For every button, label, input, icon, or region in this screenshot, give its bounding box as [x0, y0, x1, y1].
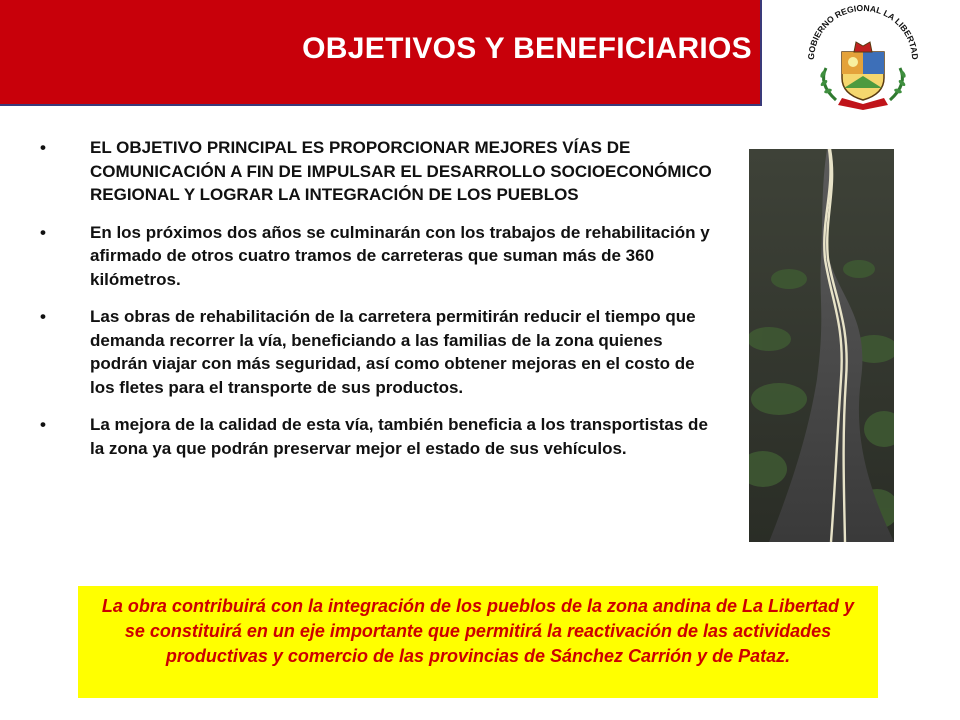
- bullet-marker: •: [40, 138, 46, 157]
- bullet-text: Las obras de rehabilitación de la carretera permitirán reducir el tiempo que demanda recorrer la vía, beneficiando a las familias de la zona quienes podrán viajar con más seguridad, así como obtener mejoras en el costo de los fletes para el transporte de sus productos.: [90, 307, 696, 397]
- callout-text: La obra contribuirá con la integración de los pueblos de la zona andina de La Libertad y se constituirá en un eje importante que permitirá la reactivación de las actividades productivas y comercio de las provincias de Sánchez Carrión y de Pataz.: [101, 596, 855, 666]
- slide-title: OBJETIVOS Y BENEFICIARIOS: [302, 32, 752, 65]
- list-item: [40, 221, 716, 292]
- list-item: [40, 136, 716, 207]
- bullet-text: La mejora de la calidad de esta vía, también beneficia a los transportistas de la zona ya que podrán preservar mejor el estado de sus vehículos.: [90, 415, 708, 458]
- coat-of-arms-emblem: [796, 2, 930, 112]
- list-item: [40, 305, 716, 399]
- bullet-marker: •: [40, 307, 46, 326]
- emblem-arc-text: GOBIERNO REGIONAL LA LIBERTAD: [805, 2, 921, 61]
- winding-road-photo: [749, 149, 894, 542]
- list-item: [40, 413, 716, 460]
- highlight-callout: [78, 586, 878, 698]
- bullet-text: EL OBJETIVO PRINCIPAL ES PROPORCIONAR MEJORES VÍAS DE COMUNICACIÓN A FIN DE IMPULSAR EL DESARROLLO SOCIOECONÓMICO REGIONAL Y LOGRAR LA INTEGRACIÓN DE LOS PUEBLOS: [90, 138, 712, 204]
- bullet-marker: •: [40, 222, 46, 242]
- bullet-marker: •: [40, 415, 46, 434]
- title-bar: [0, 0, 762, 106]
- bullet-list: [40, 136, 716, 474]
- bullet-text: En los próximos dos años se culminarán con los trabajos de rehabilitación y afirmado de otros cuatro tramos de carreteras que suman más de 360 kilómetros.: [90, 222, 710, 289]
